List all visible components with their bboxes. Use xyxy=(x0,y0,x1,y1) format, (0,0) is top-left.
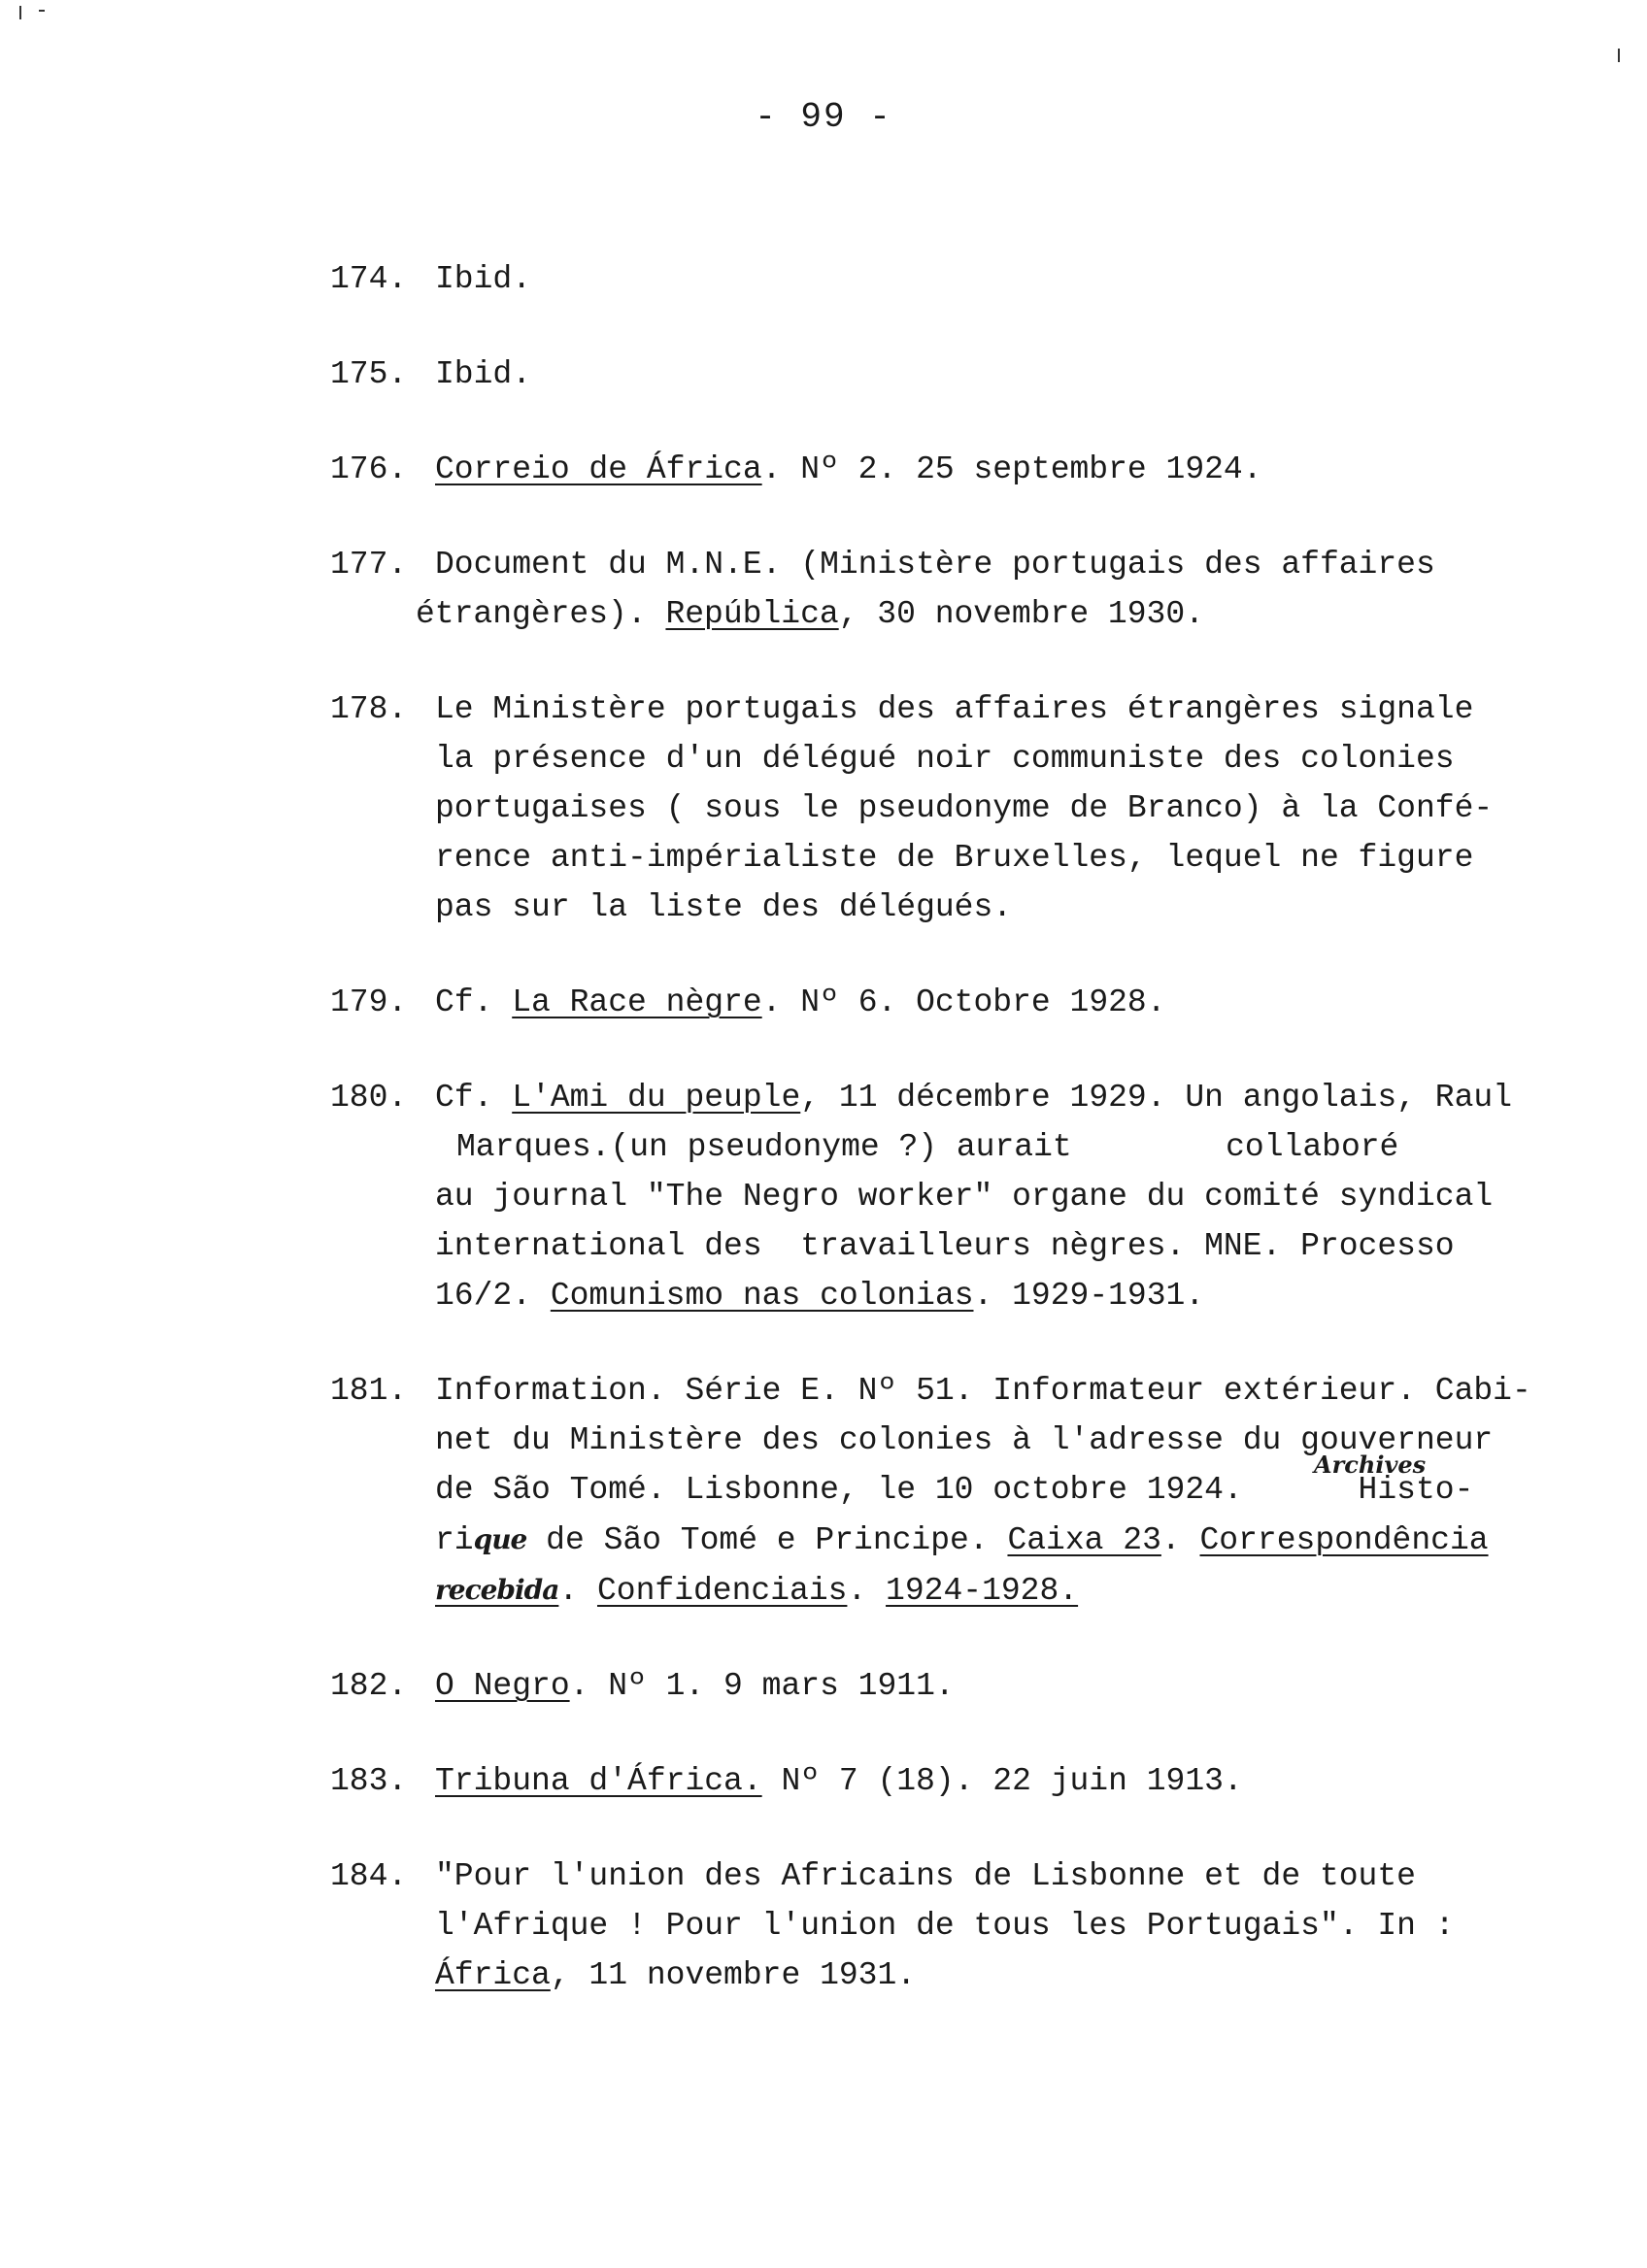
citation-text: Cf. xyxy=(435,1080,513,1116)
footnote-number: 183. xyxy=(330,1763,408,1799)
citation-detail: , 11 novembre 1931. xyxy=(550,1957,917,1993)
footnote-line xyxy=(435,1271,1593,1320)
footnote-line xyxy=(416,589,1593,639)
handwritten-annotation: que xyxy=(473,1523,527,1555)
footnote-line: l'Afrique ! Pour l'union de tous les Portugais". In : xyxy=(435,1908,1455,1944)
citation-detail: , 30 novembre 1930. xyxy=(838,596,1204,632)
footnote-177 xyxy=(330,540,1593,639)
citation-text: 16/2. xyxy=(435,1278,551,1314)
footnote-line xyxy=(435,1951,1593,2000)
footnote-text xyxy=(435,978,1593,1027)
footnote-text: Ibid. xyxy=(435,356,532,392)
footnote-number: 180. xyxy=(330,1080,408,1116)
archive-series: Correspondência xyxy=(1199,1522,1489,1558)
scan-mark xyxy=(19,6,21,19)
footnote-line xyxy=(435,1073,1593,1122)
archive-dates: 1924-1928. xyxy=(886,1573,1079,1609)
separator: . xyxy=(847,1573,887,1609)
footnote-175 xyxy=(330,350,1593,399)
footnote-183 xyxy=(330,1756,1593,1806)
citation-detail: . 1929-1931. xyxy=(973,1278,1205,1314)
footnote-line: pas sur la liste des délégués. xyxy=(435,889,1013,925)
footnote-176 xyxy=(330,445,1593,494)
footnote-number: 177. xyxy=(330,547,408,583)
footnote-text: Ibid. xyxy=(435,261,532,297)
footnote-line: Information. Série E. Nº 51. Informateur extérieur. Cabi- xyxy=(435,1373,1531,1409)
archive-box: Caixa 23 xyxy=(1007,1522,1161,1558)
footnote-number: 175. xyxy=(330,356,408,392)
scan-mark xyxy=(39,10,45,12)
footnote-184 xyxy=(330,1851,1593,2000)
citation-text: ri xyxy=(435,1522,474,1558)
footnote-180 xyxy=(330,1073,1593,1320)
publication-title: La Race nègre xyxy=(512,984,762,1020)
handwritten-annotation: Archives xyxy=(1314,1451,1427,1479)
separator: . xyxy=(1160,1522,1200,1558)
footnote-text xyxy=(435,1756,1593,1806)
footnote-number: 174. xyxy=(330,261,408,297)
footnote-179 xyxy=(330,978,1593,1027)
footnote-number: 176. xyxy=(330,451,408,487)
footnote-list xyxy=(330,254,1593,2046)
footnote-line: Document du M.N.E. (Ministère portugais des affaires xyxy=(435,547,1435,583)
footnote-line: Le Ministère portugais des affaires étrangères signale xyxy=(435,691,1474,727)
citation-detail: , 11 décembre 1929. Un angolais, Raul xyxy=(800,1080,1513,1116)
publication-title: Correio de África xyxy=(435,451,762,487)
archive-series: Confidenciais xyxy=(596,1573,848,1609)
footnote-line: portugaises ( sous le pseudonyme de Branco) à la Confé- xyxy=(435,790,1494,826)
footnote-line: international des travailleurs nègres. MNE. Processo xyxy=(435,1228,1455,1264)
scan-mark xyxy=(1618,49,1620,62)
publication-title: L'Ami du peuple xyxy=(512,1080,801,1116)
footnote-line xyxy=(435,1565,1593,1616)
footnote-174 xyxy=(330,254,1593,304)
citation-text: étrangères). xyxy=(416,596,666,632)
publication-title: África xyxy=(435,1957,551,1993)
footnote-line: Marques.(un pseudonyme ?) aurait collaboré xyxy=(456,1129,1399,1165)
footnote-181 xyxy=(330,1366,1593,1616)
publication-title: O Negro xyxy=(435,1668,570,1704)
publication-title: Tribuna d'África. xyxy=(435,1763,762,1799)
citation-detail: Nº 7 (18). 22 juin 1913. xyxy=(761,1763,1243,1799)
footnote-number: 181. xyxy=(330,1373,408,1409)
footnote-line-text: de São Tomé. Lisbonne, le 10 octobre 1924. Histo- xyxy=(435,1472,1474,1508)
footnote-line xyxy=(435,1515,1593,1565)
citation-text: Cf. xyxy=(435,984,513,1020)
citation-text: de São Tomé e Principe. xyxy=(526,1522,1008,1558)
citation-detail: . Nº 6. Octobre 1928. xyxy=(761,984,1166,1020)
citation-detail: . Nº 2. 25 septembre 1924. xyxy=(761,451,1262,487)
footnote-number: 182. xyxy=(330,1668,408,1704)
publication-title: Comunismo nas colonias xyxy=(550,1278,974,1314)
footnote-number: 178. xyxy=(330,691,408,727)
citation-detail: . Nº 1. 9 mars 1911. xyxy=(569,1668,955,1704)
handwritten-annotation: recebida xyxy=(435,1574,559,1606)
footnote-number: 179. xyxy=(330,984,408,1020)
footnote-text xyxy=(435,445,1593,494)
separator: . xyxy=(558,1573,597,1609)
page-number: - 99 - xyxy=(755,97,892,137)
footnote-line: au journal "The Negro worker" organe du comité syndical xyxy=(435,1179,1494,1215)
footnote-178 xyxy=(330,684,1593,932)
footnote-number: 184. xyxy=(330,1858,408,1894)
footnote-line: "Pour l'union des Africains de Lisbonne et de toute xyxy=(435,1858,1416,1894)
publication-title: República xyxy=(665,596,839,632)
footnote-line xyxy=(435,1451,1593,1515)
footnote-182 xyxy=(330,1661,1593,1711)
footnote-text xyxy=(435,1661,1593,1711)
footnote-line: rence anti-impérialiste de Bruxelles, lequel ne figure xyxy=(435,840,1474,876)
footnote-line: la présence d'un délégué noir communiste des colonies xyxy=(435,741,1455,777)
footnote-line: net du Ministère des colonies à l'adresse du gouverneur xyxy=(435,1422,1494,1458)
